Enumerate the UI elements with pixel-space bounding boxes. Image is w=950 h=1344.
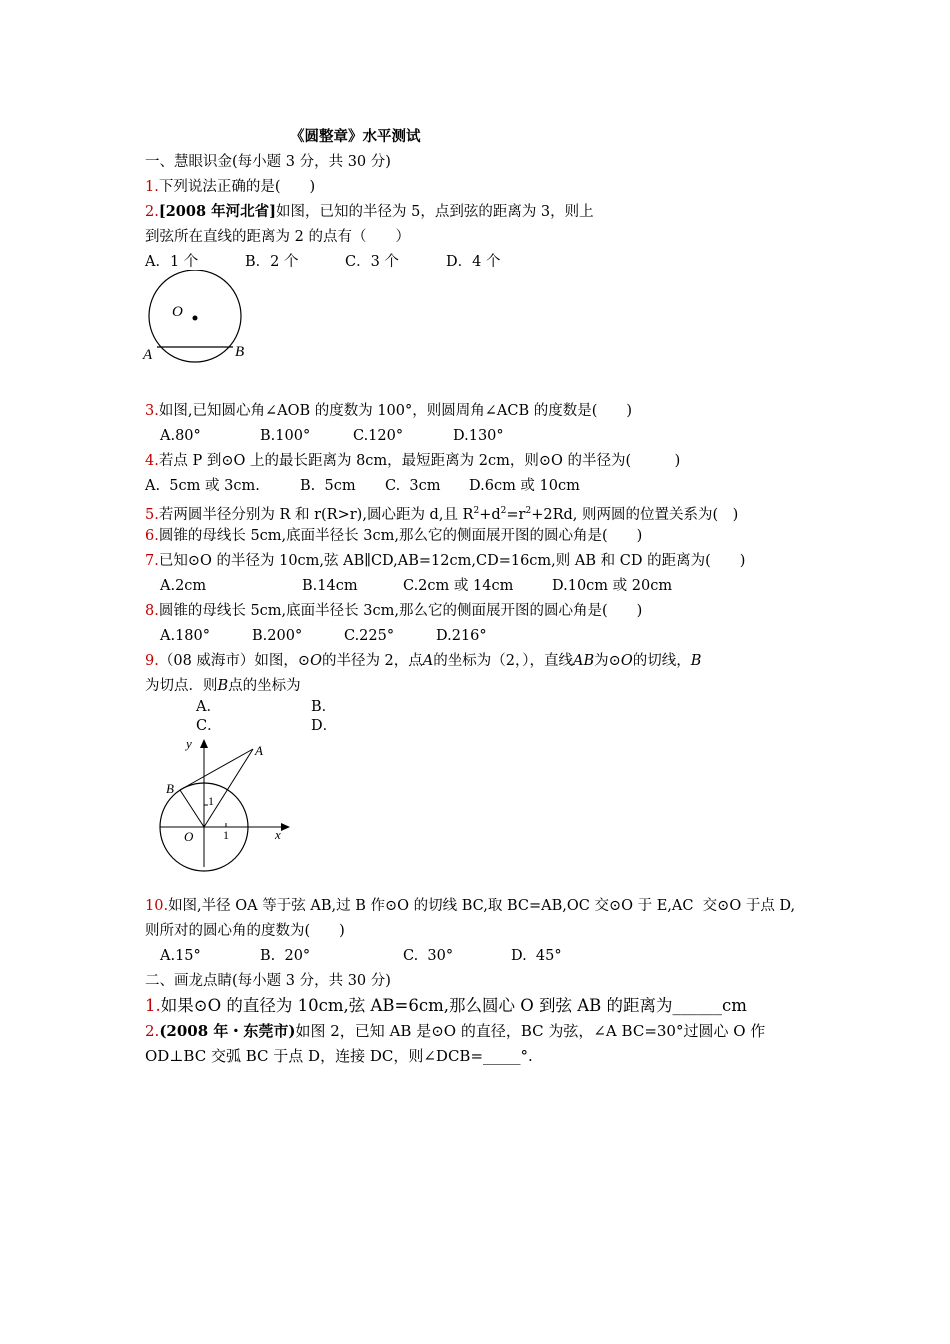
- question-text: （08 威海市）如图，⊙: [158, 653, 311, 669]
- question-5: [145, 502, 738, 524]
- q4-option-a: A. 5cm 或 3cm.: [145, 478, 260, 494]
- question-10: [145, 897, 795, 915]
- question-number: 8.: [145, 603, 159, 619]
- question-text: 如图，已知的半径为 5，点到弦的距离为 3，则上: [275, 204, 594, 220]
- question-text: +d: [479, 506, 501, 523]
- tangent-ab: [180, 749, 253, 790]
- question-1: [145, 178, 315, 196]
- section-2-question-1: [145, 997, 747, 1015]
- question-number: 7.: [145, 553, 159, 569]
- q8-option-d: D.216°: [436, 628, 487, 644]
- page-title: 《圆整章》水平测试: [290, 128, 421, 145]
- q7-option-b: B.14cm: [302, 578, 358, 594]
- question-text: 如图,已知圆心角∠AOB 的度数为 100°，则圆周角∠ACB 的度数是( ): [158, 403, 633, 419]
- q8-option-c: C.225°: [344, 628, 395, 644]
- question-7: [145, 552, 745, 570]
- question-text: 为切点．则: [145, 678, 218, 694]
- q7-option-a: A.2cm: [160, 578, 207, 594]
- question-number: 3.: [145, 403, 159, 419]
- superscript: 2: [525, 506, 532, 516]
- italic-b: B: [217, 678, 229, 694]
- label-y: y: [186, 736, 192, 751]
- label-one-y: 1: [208, 794, 214, 808]
- question-text: 如图 2，已知 AB 是⊙O 的直径，BC 为弦，∠A BC=30°过圆心 O 作: [295, 1022, 766, 1040]
- question-2-line-2: 到弦所在直线的距离为 2 的点有（ ）: [145, 229, 410, 245]
- q8-option-a: A.180°: [160, 628, 211, 644]
- question-number: 10.: [145, 898, 169, 914]
- q10-option-b: B. 20°: [260, 948, 311, 964]
- section-2-heading: 二、画龙点睛(每小题 3 分，共 30 分): [145, 973, 391, 989]
- question-text: 的坐标为（2，），直线: [433, 653, 574, 669]
- superscript: 2: [473, 506, 480, 516]
- q10-option-d: D. 45°: [511, 948, 562, 964]
- q9-coordinate-figure: [140, 735, 300, 875]
- question-number: 5.: [145, 506, 159, 523]
- q2-option-b: B．2 个: [245, 254, 299, 270]
- label-one-x: 1: [223, 828, 229, 842]
- question-text: 点的坐标为: [228, 678, 301, 694]
- x-axis-arrow: [281, 823, 290, 831]
- q9-option-c: C．: [196, 718, 222, 734]
- question-text: 如图,半径 OA 等于弦 AB,过 B 作⊙O 的切线 BC,取 BC=AB,OC 交⊙O 于 E,AC 交⊙O 于点 D,: [168, 898, 796, 914]
- section-2-question-2: [145, 1022, 765, 1040]
- q3-option-c: C.120°: [353, 428, 404, 444]
- label-o: O: [184, 829, 194, 844]
- q3-option-d: D.130°: [453, 428, 504, 444]
- question-number: 1.: [145, 996, 161, 1015]
- q3-option-b: B.100°: [260, 428, 311, 444]
- question-text: 若点 P 到⊙O 上的最长距离为 8cm，最短距离为 2cm，则⊙O 的半径为( ): [158, 453, 681, 469]
- q7-option-c: C.2cm 或 14cm: [403, 578, 514, 594]
- question-6: [145, 527, 642, 545]
- question-text: 的半径为 2，点: [321, 653, 423, 669]
- question-text: 若两圆半径分别为 R 和 r(R>r),圆心距为 d,且 R: [158, 506, 474, 523]
- label-a: A: [255, 743, 263, 758]
- section-1-heading: 一、慧眼识金(每小题 3 分，共 30 分): [145, 154, 391, 170]
- question-9: [145, 652, 701, 670]
- italic-a: A: [422, 653, 434, 669]
- label-b: B: [235, 344, 245, 360]
- q10-option-c: C. 30°: [403, 948, 454, 964]
- italic-o: O: [310, 653, 322, 669]
- question-text: =r: [506, 506, 526, 523]
- question-4: [145, 452, 680, 470]
- question-text: 的切线，: [632, 653, 691, 669]
- question-source: (2008 年・东莞市): [159, 1022, 296, 1040]
- label-b: B: [166, 781, 174, 796]
- question-number: 6.: [145, 528, 159, 544]
- question-text: 已知⊙O 的半径为 10cm,弦 AB∥CD,AB=12cm,CD=16cm,则 AB 和 CD 的距离为( ): [158, 553, 746, 569]
- question-text: 圆锥的母线长 5cm,底面半径长 3cm,那么它的侧面展开图的圆心角是( ): [158, 603, 643, 619]
- question-number: 2.: [145, 204, 159, 220]
- label-x: x: [275, 827, 281, 842]
- italic-b: B: [690, 653, 702, 669]
- question-text: +2Rd, 则两圆的位置关系为( ): [531, 506, 739, 523]
- question-number: 9.: [145, 653, 159, 669]
- q2-option-c: C．3 个: [345, 254, 399, 270]
- question-source: [2008 年河北省]: [158, 203, 276, 220]
- radius-ob: [180, 790, 204, 827]
- question-text: 为⊙: [594, 653, 621, 669]
- q10-option-a: A.15°: [160, 948, 201, 964]
- q4-option-c: C. 3cm: [385, 478, 441, 494]
- question-number: 1.: [145, 179, 159, 195]
- q4-option-b: B. 5cm: [300, 478, 356, 494]
- y-axis-arrow: [200, 739, 208, 748]
- question-number: 2.: [145, 1022, 160, 1040]
- question-9-line-2: [145, 677, 301, 695]
- q7-option-d: D.10cm 或 20cm: [552, 578, 673, 594]
- figure-center-dot: [193, 316, 198, 321]
- label-o: O: [172, 304, 183, 320]
- question-8: [145, 602, 642, 620]
- q2-circle-figure: [138, 270, 253, 370]
- italic-ab: AB: [573, 653, 595, 669]
- italic-o: O: [620, 653, 633, 669]
- question-text: 如果⊙O 的直径为 10cm,弦 AB=6cm,那么圆心 O 到弦 AB 的距离为______cm: [160, 996, 747, 1015]
- label-a: A: [143, 347, 153, 363]
- section-2-question-2-line-2: OD⊥BC 交弧 BC 于点 D，连接 DC，则∠DCB=_____°.: [145, 1047, 533, 1065]
- line-oa: [204, 749, 253, 827]
- q9-option-a: A．: [196, 699, 221, 715]
- superscript: 2: [500, 506, 507, 516]
- question-2: [145, 203, 594, 221]
- q3-option-a: A.80°: [160, 428, 201, 444]
- question-3: [145, 402, 632, 420]
- question-10-line-2: 则所对的圆心角的度数为( ): [145, 923, 345, 939]
- q9-option-d: D．: [311, 718, 338, 734]
- question-text: 圆锥的母线长 5cm,底面半径长 3cm,那么它的侧面展开图的圆心角是( ): [158, 528, 643, 544]
- q2-option-a: A．1 个: [145, 254, 199, 270]
- q4-option-d: D.6cm 或 10cm: [469, 478, 580, 494]
- question-number: 4.: [145, 453, 159, 469]
- q9-option-b: B．: [311, 699, 337, 715]
- q2-option-d: D．4 个: [446, 254, 501, 270]
- question-text: 下列说法正确的是( ): [158, 179, 316, 195]
- q8-option-b: B.200°: [252, 628, 303, 644]
